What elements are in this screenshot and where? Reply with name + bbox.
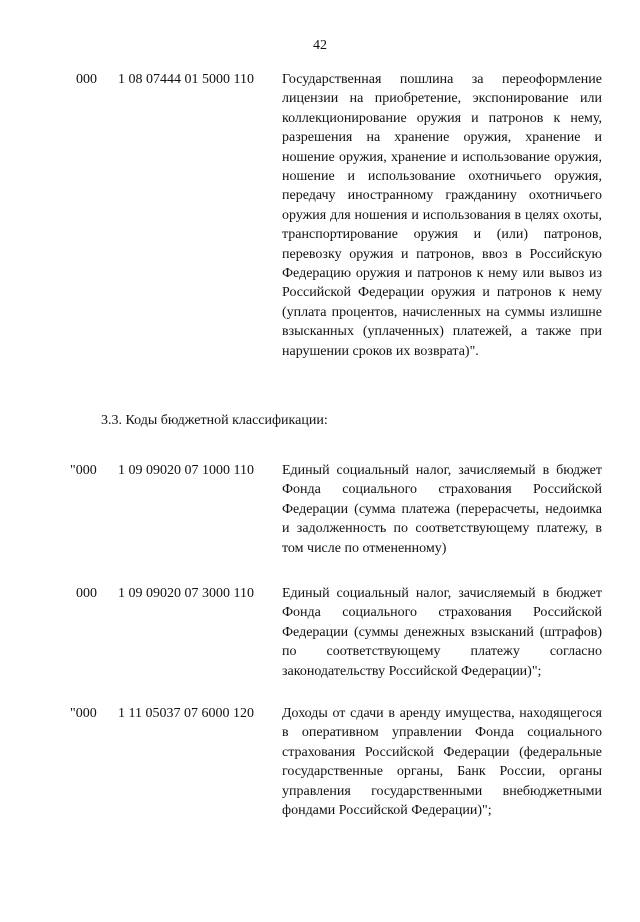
budget-code: 1 09 09020 07 1000 110 [118,463,254,478]
admin-code: 000 [76,72,97,87]
budget-code: 1 08 07444 01 5000 110 [118,72,254,87]
page-number: 42 [313,38,327,53]
entry-description: Единый социальный налог, зачисляемый в бюджет Фонда социального страхования Российской Федерации (сумма платежа (перерасчеты, недоимка и задолженность по соответствующему платежу, в том числе по отмененному) [282,463,602,556]
entry-description: Доходы от сдачи в аренду имущества, находящегося в оперативном управлении Фонда социального страхования Российской Федерации (федеральные государственные органы, Банк России, органы управления государственными внебюджетными фондами Российской Федерации)"; [282,706,602,819]
entry-description: Государственная пошлина за переоформление лицензии на приобретение, экспонирование или коллекционирование оружия и патронов к нему, разрешения на хранение оружия, хранение и ношение оружия, хранение и использование оружия, ношение и использование охотничьего оружия, передачу иностранному гражданину охотничьего оружия для ношения и использования в целях охоты, транспортирование оружия и (или) патронов, перевозку оружия и патронов, ввоз в Российскую Федерацию оружия и патронов к нему или вывоз из Российской Федерации оружия и патронов к нему (уплата процентов, начисленных на суммы излишне взысканных (уплаченных) платежей, а также при нарушении сроков их возврата)". [282,72,602,359]
admin-code: 000 [76,586,97,601]
admin-code: "000 [70,463,97,478]
entry-description: Единый социальный налог, зачисляемый в бюджет Фонда социального страхования Российской Федерации (суммы денежных взысканий (штрафов) по соответствующему платежу согласно законодательству Российской Федерации)"; [282,586,602,679]
budget-code: 1 09 09020 07 3000 110 [118,586,254,601]
section-heading: 3.3. Коды бюджетной классификации: [101,413,328,428]
budget-code: 1 11 05037 07 6000 120 [118,706,254,721]
admin-code: "000 [70,706,97,721]
